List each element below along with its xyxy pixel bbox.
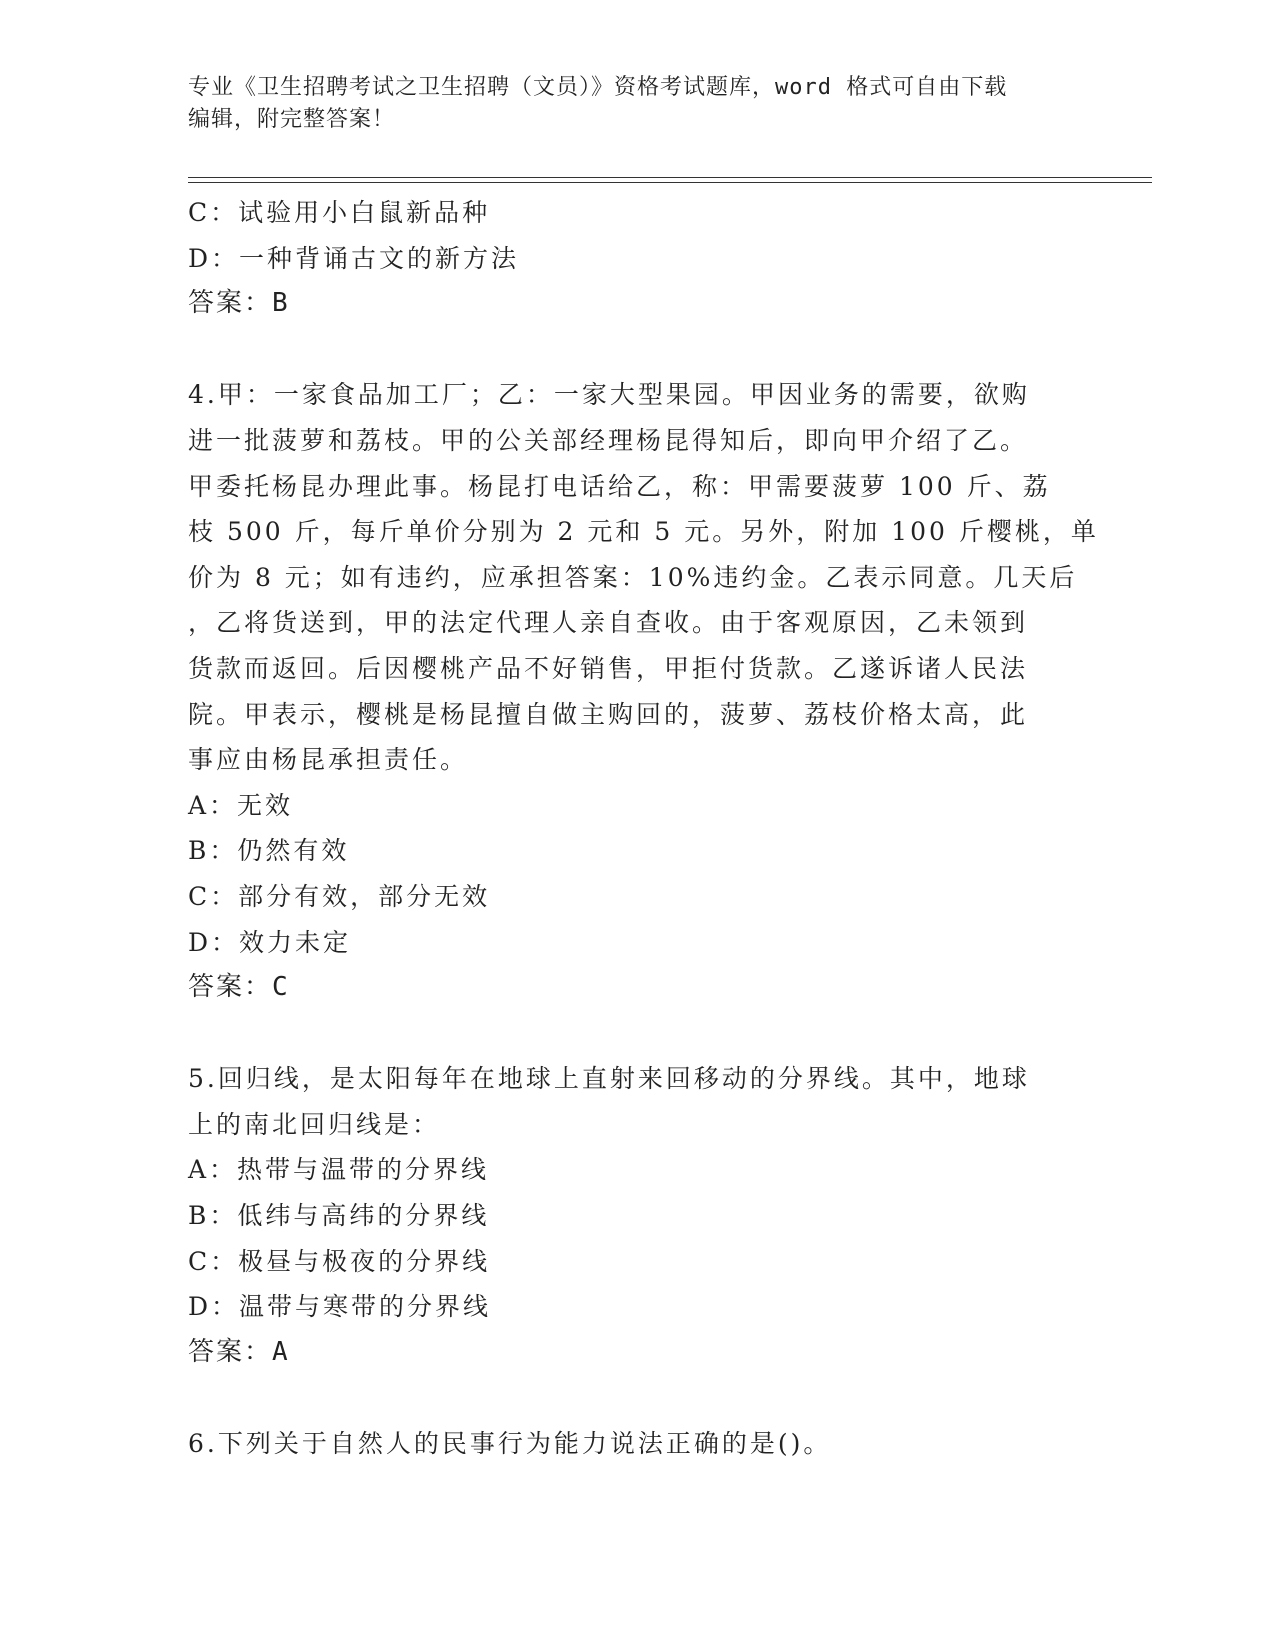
option-d: D：效力未定 <box>188 927 352 957</box>
question-text-line: 货款而返回。后因樱桃产品不好销售，甲拒付货款。乙遂诉诸人民法 <box>188 653 1029 683</box>
header-divider-bottom <box>188 182 1152 183</box>
answer-line: 答案：C <box>188 972 290 1003</box>
header-divider-top <box>188 177 1152 178</box>
question-text-line: 院。甲表示，樱桃是杨昆擅自做主购回的，菠萝、荔枝价格太高，此 <box>188 699 1029 729</box>
spacer <box>188 1011 1088 1057</box>
question-text-line: 6.下列关于自然人的民事行为能力说法正确的是()。 <box>188 1429 832 1459</box>
option-a: A：热带与温带的分界线 <box>188 1155 490 1185</box>
question-text-line: 事应由杨昆承担责任。 <box>188 745 469 775</box>
question-6 <box>188 1421 1088 1467</box>
option-d: D：一种背诵古文的新方法 <box>188 243 520 273</box>
option-c: C：极昼与极夜的分界线 <box>188 1246 491 1276</box>
question-5 <box>188 1056 1088 1375</box>
question-text-line: 上的南北回归线是： <box>188 1109 441 1139</box>
spacer <box>188 1375 1088 1421</box>
question-text-line: ，乙将货送到，甲的法定代理人亲自查收。由于客观原因，乙未领到 <box>188 608 1029 638</box>
spacer <box>188 327 1088 373</box>
option-c: C：部分有效，部分无效 <box>188 881 491 911</box>
question-text-line: 甲委托杨昆办理此事。杨昆打电话给乙，称：甲需要菠萝 100 斤、荔 <box>188 471 1051 501</box>
option-c: C：试验用小白鼠新品种 <box>188 198 491 227</box>
question-text-line: 价为 8 元；如有违约，应承担答案：10%违约金。乙表示同意。几天后 <box>188 562 1078 592</box>
question-text-line: 5.回归线，是太阳每年在地球上直射来回移动的分界线。其中，地球 <box>188 1064 1030 1094</box>
header-line-2: 编辑，附完整答案！ <box>188 107 396 132</box>
document-header <box>188 72 1088 136</box>
question-3 <box>188 190 1088 327</box>
question-4 <box>188 372 1099 1010</box>
option-b: B：低纬与高纬的分界线 <box>188 1201 490 1231</box>
question-text-line: 4.甲：一家食品加工厂；乙：一家大型果园。甲因业务的需要，欲购 <box>188 380 1030 410</box>
question-text-line: 枝 500 斤，每斤单价分别为 2 元和 5 元。另外，附加 100 斤樱桃，单 <box>188 517 1099 547</box>
question-content <box>188 190 1099 1467</box>
option-d: D：温带与寒带的分界线 <box>188 1292 492 1322</box>
option-b: B：仍然有效 <box>188 836 350 866</box>
option-a: A：无效 <box>188 790 294 820</box>
header-line-1: 专业《卫生招聘考试之卫生招聘（文员）》资格考试题库，word 格式可自由下载 <box>188 75 1008 100</box>
question-text-line: 进一批菠萝和荔枝。甲的公关部经理杨昆得知后，即向甲介绍了乙。 <box>188 425 1029 455</box>
answer-line: 答案：A <box>188 1336 290 1367</box>
answer-line: 答案：B <box>188 288 290 319</box>
